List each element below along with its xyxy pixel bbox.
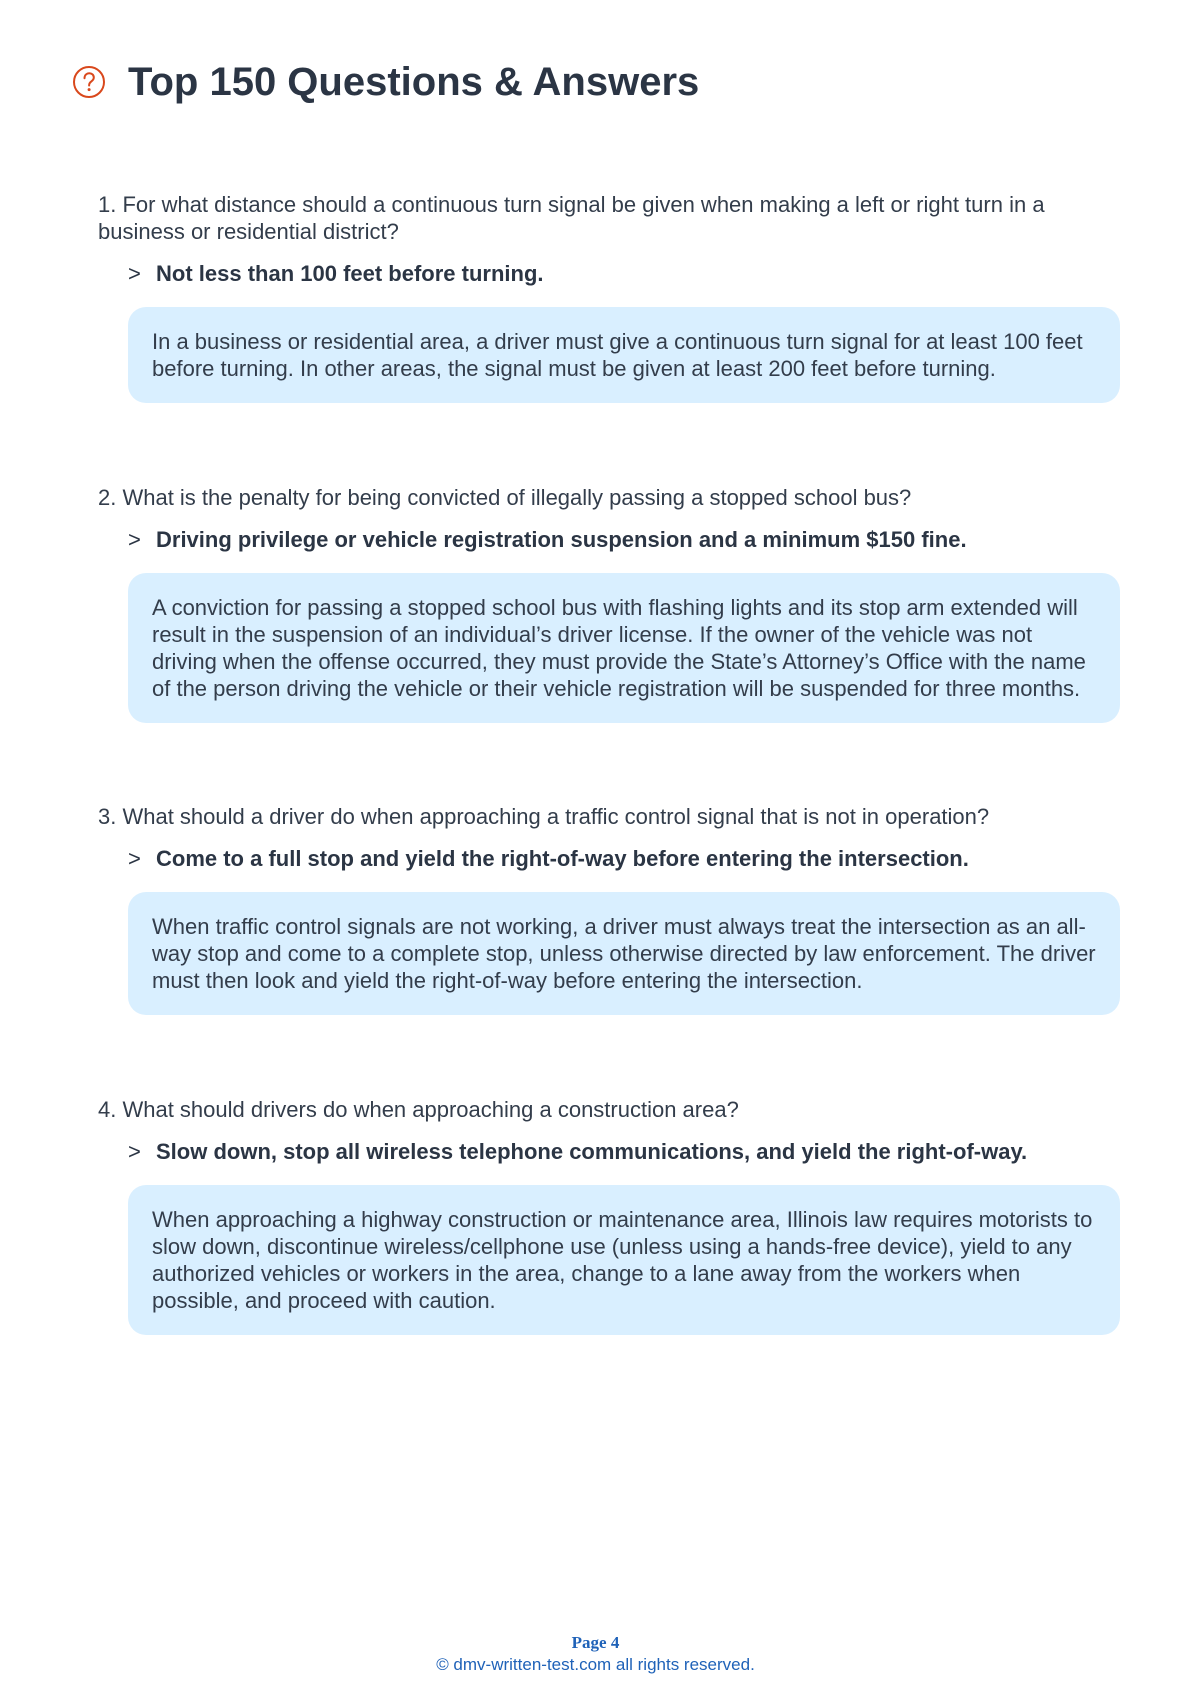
explanation-box: In a business or residential area, a driver must give a continuous turn signal for at least 100 feet before turning. In other areas, the signal must be given at least 200 feet before turning. (128, 307, 1120, 403)
answer (128, 260, 1120, 287)
answer-marker: > (128, 527, 141, 552)
answer-text: Slow down, stop all wireless telephone communications, and yield the right-of-way. (156, 1139, 1028, 1164)
answer-text: Not less than 100 feet before turning. (156, 261, 544, 286)
answer (128, 845, 1120, 872)
qa-item-4 (98, 1096, 1120, 1335)
answer (128, 1138, 1120, 1165)
answer-text: Come to a full stop and yield the right-of-way before entering the intersection. (156, 846, 969, 871)
question-text: 4. What should drivers do when approaching a construction area? (98, 1097, 739, 1122)
page-title: Top 150 Questions & Answers (128, 60, 700, 104)
answer (128, 526, 1120, 553)
explanation-box: A conviction for passing a stopped school bus with flashing lights and its stop arm extended will result in the suspension of an individual’s driver license. If the owner of the vehicle was not driving when the offense occurred, they must provide the State’s Attorney’s Office with the name of the person driving the vehicle or their vehicle registration will be suspended for three months. (128, 573, 1120, 723)
question-text: 1. For what distance should a continuous turn signal be given when making a left or right turn in a business or residential district? (98, 192, 1045, 244)
question-circle-icon (72, 65, 106, 99)
qa-item-2 (98, 484, 1120, 723)
question-text: 2. What is the penalty for being convicted of illegally passing a stopped school bus? (98, 485, 912, 510)
answer-marker: > (128, 846, 141, 871)
page-number: Page 4 (571, 1633, 620, 1652)
qa-item-1 (98, 191, 1120, 403)
question-text: 3. What should a driver do when approaching a traffic control signal that is not in operation? (98, 804, 990, 829)
page-header (72, 62, 699, 102)
answer-text: Driving privilege or vehicle registration suspension and a minimum $150 fine. (156, 527, 967, 552)
answer-marker: > (128, 1139, 141, 1164)
page-footer (0, 1632, 1191, 1676)
answer-marker: > (128, 261, 141, 286)
qa-item-3 (98, 803, 1120, 1015)
explanation-box: When approaching a highway construction or maintenance area, Illinois law requires motorists to slow down, discontinue wireless/cellphone use (unless using a hands-free device), yield to any authorized vehicles or workers in the area, change to a lane away from the workers when possible, and proceed with caution. (128, 1185, 1120, 1335)
copyright-text: © dmv-written-test.com all rights reserved. (436, 1655, 755, 1674)
explanation-box: When traffic control signals are not working, a driver must always treat the intersection as an all-way stop and come to a complete stop, unless otherwise directed by law enforcement. The driver must then look and yield the right-of-way before entering the intersection. (128, 892, 1120, 1015)
